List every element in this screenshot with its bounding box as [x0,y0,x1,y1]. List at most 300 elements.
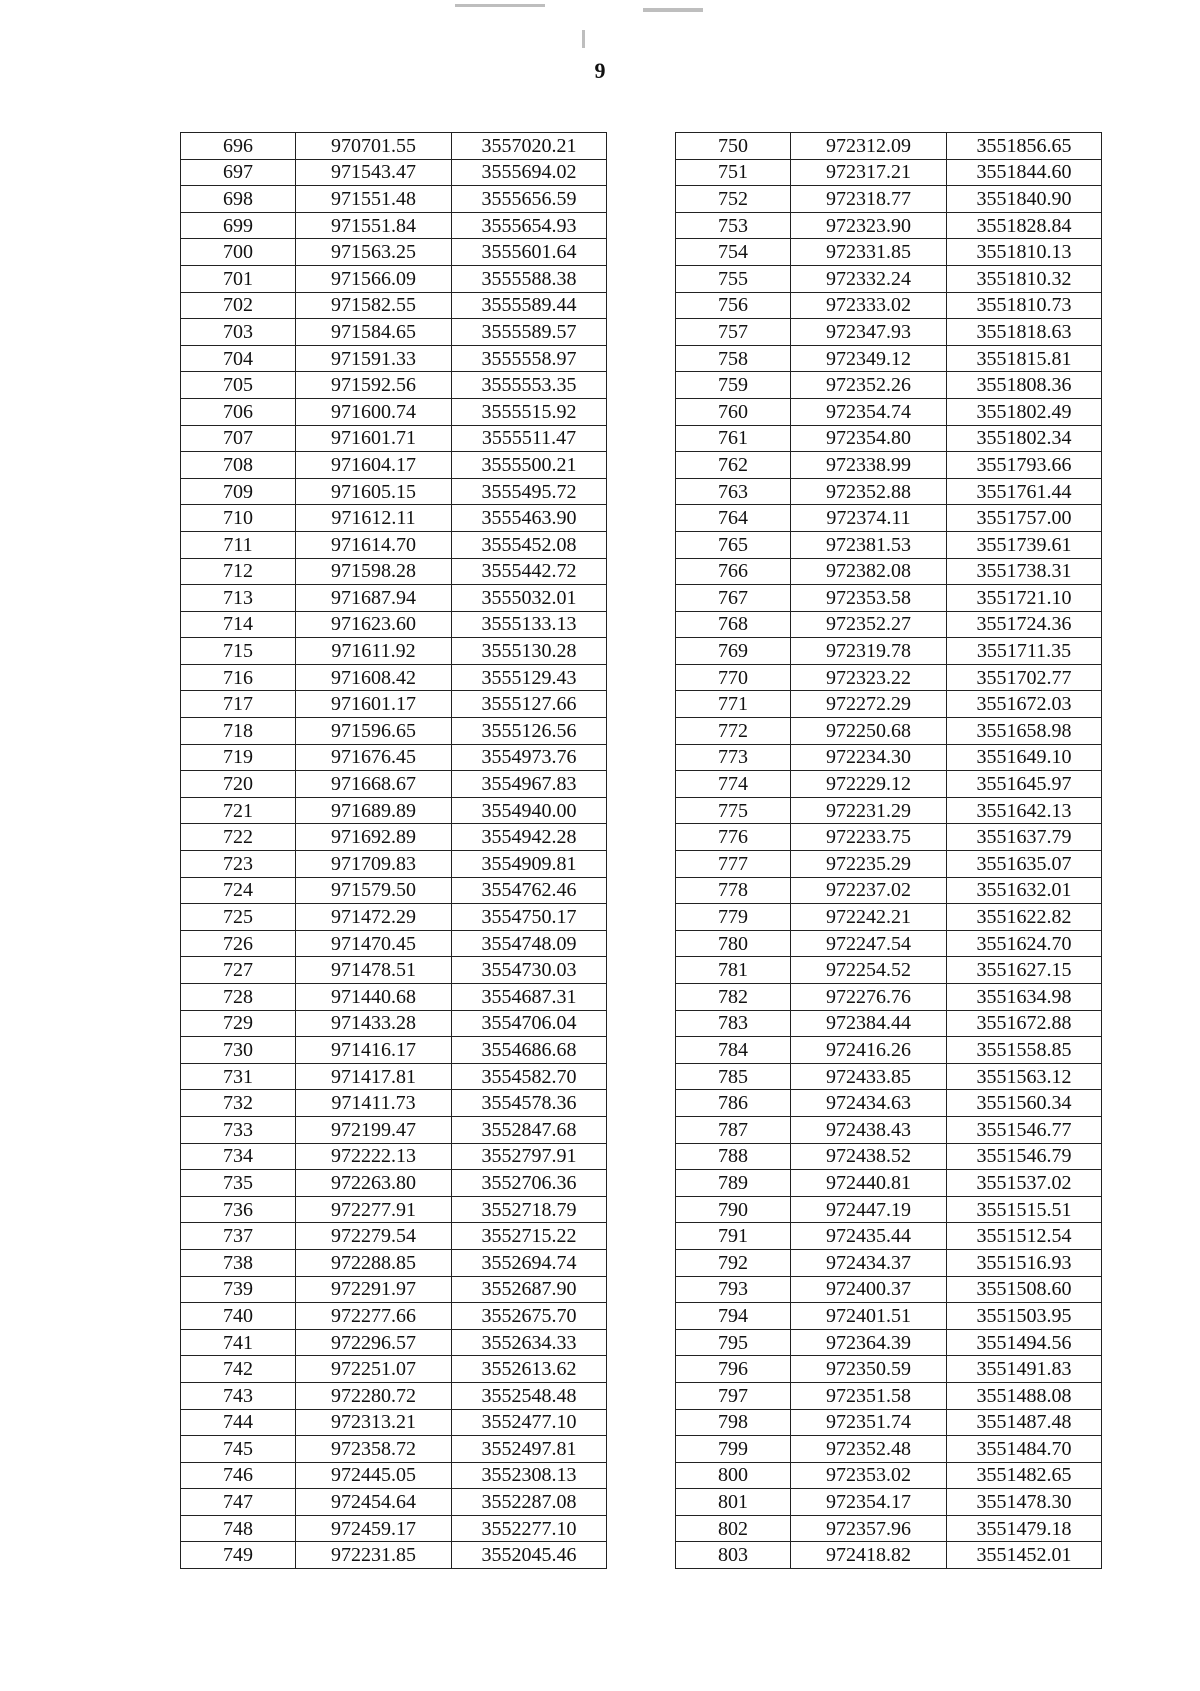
y-coordinate-cell: 3552715.22 [452,1223,607,1250]
point-number-cell: 788 [676,1143,791,1170]
table-row [181,691,607,718]
x-coordinate-cell: 972354.74 [791,398,947,425]
x-coordinate-cell: 972351.74 [791,1409,947,1436]
table-row [676,159,1102,186]
y-coordinate-cell: 3551840.90 [947,186,1102,213]
x-coordinate-cell: 972222.13 [296,1143,452,1170]
y-coordinate-cell: 3551856.65 [947,133,1102,160]
table-row [676,133,1102,160]
point-number-cell: 743 [181,1382,296,1409]
y-coordinate-cell: 3551546.79 [947,1143,1102,1170]
point-number-cell: 797 [676,1382,791,1409]
point-number-cell: 790 [676,1196,791,1223]
y-coordinate-cell: 3555463.90 [452,505,607,532]
x-coordinate-cell: 971416.17 [296,1037,452,1064]
scan-artifact [643,8,703,12]
table-row [181,212,607,239]
table-row [676,1090,1102,1117]
x-coordinate-cell: 972288.85 [296,1249,452,1276]
y-coordinate-cell: 3555442.72 [452,558,607,585]
point-number-cell: 696 [181,133,296,160]
y-coordinate-cell: 3555500.21 [452,452,607,479]
table-row [676,1462,1102,1489]
point-number-cell: 731 [181,1063,296,1090]
table-row [676,425,1102,452]
y-coordinate-cell: 3551658.98 [947,718,1102,745]
x-coordinate-cell: 972237.02 [791,877,947,904]
x-coordinate-cell: 971601.17 [296,691,452,718]
table-row [181,133,607,160]
y-coordinate-cell: 3551487.48 [947,1409,1102,1436]
table-row [676,877,1102,904]
point-number-cell: 710 [181,505,296,532]
x-coordinate-cell: 972434.37 [791,1249,947,1276]
table-row [676,1329,1102,1356]
table-row [676,824,1102,851]
table-row [181,718,607,745]
point-number-cell: 768 [676,611,791,638]
point-number-cell: 799 [676,1436,791,1463]
x-coordinate-cell: 971668.67 [296,771,452,798]
x-coordinate-cell: 972231.85 [296,1542,452,1569]
point-number-cell: 791 [676,1223,791,1250]
point-number-cell: 697 [181,159,296,186]
point-number-cell: 753 [676,212,791,239]
point-number-cell: 789 [676,1170,791,1197]
y-coordinate-cell: 3555589.44 [452,292,607,319]
x-coordinate-cell: 971692.89 [296,824,452,851]
y-coordinate-cell: 3551802.49 [947,398,1102,425]
point-number-cell: 748 [181,1515,296,1542]
point-number-cell: 754 [676,239,791,266]
point-number-cell: 700 [181,239,296,266]
point-number-cell: 723 [181,851,296,878]
y-coordinate-cell: 3554687.31 [452,984,607,1011]
x-coordinate-cell: 971601.71 [296,425,452,452]
y-coordinate-cell: 3551721.10 [947,585,1102,612]
y-coordinate-cell: 3551622.82 [947,904,1102,931]
y-coordinate-cell: 3552277.10 [452,1515,607,1542]
point-number-cell: 715 [181,638,296,665]
y-coordinate-cell: 3555511.47 [452,425,607,452]
x-coordinate-cell: 972231.29 [791,797,947,824]
point-number-cell: 794 [676,1303,791,1330]
y-coordinate-cell: 3551645.97 [947,771,1102,798]
point-number-cell: 773 [676,744,791,771]
x-coordinate-cell: 972331.85 [791,239,947,266]
x-coordinate-cell: 972374.11 [791,505,947,532]
table-row [676,398,1102,425]
point-number-cell: 701 [181,265,296,292]
table-row [676,1356,1102,1383]
y-coordinate-cell: 3551649.10 [947,744,1102,771]
point-number-cell: 758 [676,345,791,372]
point-number-cell: 705 [181,372,296,399]
x-coordinate-cell: 972276.76 [791,984,947,1011]
point-number-cell: 778 [676,877,791,904]
point-number-cell: 716 [181,664,296,691]
point-number-cell: 787 [676,1116,791,1143]
point-number-cell: 792 [676,1249,791,1276]
table-row [181,186,607,213]
table-row [181,1462,607,1489]
point-number-cell: 709 [181,478,296,505]
table-row [676,1515,1102,1542]
y-coordinate-cell: 3555589.57 [452,319,607,346]
y-coordinate-cell: 3551491.83 [947,1356,1102,1383]
y-coordinate-cell: 3551515.51 [947,1196,1102,1223]
x-coordinate-cell: 971584.65 [296,319,452,346]
x-coordinate-cell: 972229.12 [791,771,947,798]
point-number-cell: 704 [181,345,296,372]
table-row [181,851,607,878]
y-coordinate-cell: 3551802.34 [947,425,1102,452]
x-coordinate-cell: 972280.72 [296,1382,452,1409]
x-coordinate-cell: 972233.75 [791,824,947,851]
x-coordinate-cell: 972418.82 [791,1542,947,1569]
y-coordinate-cell: 3554686.68 [452,1037,607,1064]
y-coordinate-cell: 3552308.13 [452,1462,607,1489]
x-coordinate-cell: 971709.83 [296,851,452,878]
y-coordinate-cell: 3551757.00 [947,505,1102,532]
table-row [181,1436,607,1463]
point-number-cell: 740 [181,1303,296,1330]
point-number-cell: 702 [181,292,296,319]
y-coordinate-cell: 3551479.18 [947,1515,1102,1542]
table-row [181,558,607,585]
point-number-cell: 729 [181,1010,296,1037]
x-coordinate-cell: 971591.33 [296,345,452,372]
point-number-cell: 738 [181,1249,296,1276]
x-coordinate-cell: 972318.77 [791,186,947,213]
y-coordinate-cell: 3551738.31 [947,558,1102,585]
y-coordinate-cell: 3551761.44 [947,478,1102,505]
table-row [676,478,1102,505]
point-number-cell: 714 [181,611,296,638]
x-coordinate-cell: 971440.68 [296,984,452,1011]
table-row [676,744,1102,771]
y-coordinate-cell: 3554909.81 [452,851,607,878]
x-coordinate-cell: 972349.12 [791,345,947,372]
y-coordinate-cell: 3552718.79 [452,1196,607,1223]
x-coordinate-cell: 971563.25 [296,239,452,266]
y-coordinate-cell: 3551503.95 [947,1303,1102,1330]
table-row [676,1037,1102,1064]
table-row [181,1542,607,1569]
table-row [181,1329,607,1356]
point-number-cell: 779 [676,904,791,931]
point-number-cell: 739 [181,1276,296,1303]
x-coordinate-cell: 972435.44 [791,1223,947,1250]
table-row [676,984,1102,1011]
table-row [181,372,607,399]
point-number-cell: 756 [676,292,791,319]
y-coordinate-cell: 3551637.79 [947,824,1102,851]
table-row [676,1489,1102,1516]
table-row [181,425,607,452]
x-coordinate-cell: 972364.39 [791,1329,947,1356]
x-coordinate-cell: 972401.51 [791,1303,947,1330]
table-row [181,319,607,346]
x-coordinate-cell: 971470.45 [296,930,452,957]
table-row [676,1063,1102,1090]
y-coordinate-cell: 3551702.77 [947,664,1102,691]
point-number-cell: 711 [181,531,296,558]
y-coordinate-cell: 3551642.13 [947,797,1102,824]
table-row [676,585,1102,612]
table-row [181,664,607,691]
table-row [676,797,1102,824]
x-coordinate-cell: 971579.50 [296,877,452,904]
table-row [181,904,607,931]
x-coordinate-cell: 972338.99 [791,452,947,479]
table-row [181,1223,607,1250]
y-coordinate-cell: 3551452.01 [947,1542,1102,1569]
x-coordinate-cell: 972353.02 [791,1462,947,1489]
x-coordinate-cell: 971472.29 [296,904,452,931]
y-coordinate-cell: 3551810.13 [947,239,1102,266]
table-row [181,1010,607,1037]
point-number-cell: 755 [676,265,791,292]
table-row [676,1249,1102,1276]
x-coordinate-cell: 972317.21 [791,159,947,186]
table-row [676,1116,1102,1143]
table-row [181,1116,607,1143]
y-coordinate-cell: 3555129.43 [452,664,607,691]
point-number-cell: 750 [676,133,791,160]
y-coordinate-cell: 3551484.70 [947,1436,1102,1463]
y-coordinate-cell: 3551634.98 [947,984,1102,1011]
table-row [676,664,1102,691]
table-row [181,345,607,372]
y-coordinate-cell: 3555588.38 [452,265,607,292]
table-row [676,1223,1102,1250]
x-coordinate-cell: 972254.52 [791,957,947,984]
x-coordinate-cell: 971614.70 [296,531,452,558]
y-coordinate-cell: 3551808.36 [947,372,1102,399]
y-coordinate-cell: 3551508.60 [947,1276,1102,1303]
point-number-cell: 724 [181,877,296,904]
point-number-cell: 771 [676,691,791,718]
point-number-cell: 764 [676,505,791,532]
table-row [181,744,607,771]
table-row [676,1143,1102,1170]
table-row [676,186,1102,213]
x-coordinate-cell: 972352.88 [791,478,947,505]
point-number-cell: 785 [676,1063,791,1090]
y-coordinate-cell: 3552477.10 [452,1409,607,1436]
table-row [181,1196,607,1223]
x-coordinate-cell: 972358.72 [296,1436,452,1463]
point-number-cell: 786 [676,1090,791,1117]
x-coordinate-cell: 972250.68 [791,718,947,745]
y-coordinate-cell: 3551818.63 [947,319,1102,346]
x-coordinate-cell: 971596.65 [296,718,452,745]
table-row [181,638,607,665]
x-coordinate-cell: 971611.92 [296,638,452,665]
point-number-cell: 732 [181,1090,296,1117]
y-coordinate-cell: 3551537.02 [947,1170,1102,1197]
y-coordinate-cell: 3551739.61 [947,531,1102,558]
x-coordinate-cell: 972263.80 [296,1170,452,1197]
point-number-cell: 802 [676,1515,791,1542]
x-coordinate-cell: 970701.55 [296,133,452,160]
point-number-cell: 722 [181,824,296,851]
point-number-cell: 741 [181,1329,296,1356]
x-coordinate-cell: 971612.11 [296,505,452,532]
y-coordinate-cell: 3555032.01 [452,585,607,612]
point-number-cell: 718 [181,718,296,745]
y-coordinate-cell: 3557020.21 [452,133,607,160]
table-row [181,398,607,425]
y-coordinate-cell: 3554730.03 [452,957,607,984]
table-row [181,1409,607,1436]
table-row [181,1356,607,1383]
point-number-cell: 776 [676,824,791,851]
point-number-cell: 765 [676,531,791,558]
table-row [676,1196,1102,1223]
table-row [181,505,607,532]
x-coordinate-cell: 972291.97 [296,1276,452,1303]
y-coordinate-cell: 3555694.02 [452,159,607,186]
table-row [676,212,1102,239]
x-coordinate-cell: 972454.64 [296,1489,452,1516]
table-row [181,159,607,186]
x-coordinate-cell: 972381.53 [791,531,947,558]
y-coordinate-cell: 3554967.83 [452,771,607,798]
y-coordinate-cell: 3551711.35 [947,638,1102,665]
point-number-cell: 780 [676,930,791,957]
point-number-cell: 752 [676,186,791,213]
table-row [181,957,607,984]
point-number-cell: 745 [181,1436,296,1463]
table-row [181,1489,607,1516]
point-number-cell: 699 [181,212,296,239]
x-coordinate-cell: 972351.58 [791,1382,947,1409]
table-row [181,930,607,957]
table-row [676,691,1102,718]
y-coordinate-cell: 3551815.81 [947,345,1102,372]
point-number-cell: 770 [676,664,791,691]
point-number-cell: 747 [181,1489,296,1516]
y-coordinate-cell: 3551512.54 [947,1223,1102,1250]
x-coordinate-cell: 972400.37 [791,1276,947,1303]
x-coordinate-cell: 972323.90 [791,212,947,239]
table-row [181,1276,607,1303]
y-coordinate-cell: 3555452.08 [452,531,607,558]
y-coordinate-cell: 3552497.81 [452,1436,607,1463]
y-coordinate-cell: 3551494.56 [947,1329,1102,1356]
point-number-cell: 742 [181,1356,296,1383]
table-row [676,718,1102,745]
y-coordinate-cell: 3551563.12 [947,1063,1102,1090]
x-coordinate-cell: 971600.74 [296,398,452,425]
y-coordinate-cell: 3554706.04 [452,1010,607,1037]
x-coordinate-cell: 972333.02 [791,292,947,319]
x-coordinate-cell: 971689.89 [296,797,452,824]
point-number-cell: 726 [181,930,296,957]
point-number-cell: 766 [676,558,791,585]
x-coordinate-cell: 971543.47 [296,159,452,186]
y-coordinate-cell: 3552613.62 [452,1356,607,1383]
point-number-cell: 769 [676,638,791,665]
x-coordinate-cell: 971433.28 [296,1010,452,1037]
point-number-cell: 736 [181,1196,296,1223]
table-row [181,265,607,292]
table-row [676,904,1102,931]
y-coordinate-cell: 3552797.91 [452,1143,607,1170]
x-coordinate-cell: 972354.80 [791,425,947,452]
x-coordinate-cell: 972199.47 [296,1116,452,1143]
table-row [181,1063,607,1090]
table-row [676,957,1102,984]
point-number-cell: 761 [676,425,791,452]
table-row [676,930,1102,957]
y-coordinate-cell: 3552694.74 [452,1249,607,1276]
y-coordinate-cell: 3554762.46 [452,877,607,904]
x-coordinate-cell: 972440.81 [791,1170,947,1197]
y-coordinate-cell: 3554973.76 [452,744,607,771]
point-number-cell: 774 [676,771,791,798]
table-row [181,1249,607,1276]
point-number-cell: 720 [181,771,296,798]
point-number-cell: 751 [676,159,791,186]
point-number-cell: 725 [181,904,296,931]
point-number-cell: 698 [181,186,296,213]
point-number-cell: 782 [676,984,791,1011]
x-coordinate-cell: 971598.28 [296,558,452,585]
y-coordinate-cell: 3551632.01 [947,877,1102,904]
y-coordinate-cell: 3551828.84 [947,212,1102,239]
x-coordinate-cell: 971687.94 [296,585,452,612]
y-coordinate-cell: 3551560.34 [947,1090,1102,1117]
x-coordinate-cell: 972251.07 [296,1356,452,1383]
point-number-cell: 733 [181,1116,296,1143]
point-number-cell: 795 [676,1329,791,1356]
table-row [181,1515,607,1542]
x-coordinate-cell: 972350.59 [791,1356,947,1383]
point-number-cell: 757 [676,319,791,346]
x-coordinate-cell: 972447.19 [791,1196,947,1223]
x-coordinate-cell: 971605.15 [296,478,452,505]
point-number-cell: 749 [181,1542,296,1569]
table-row [181,797,607,824]
x-coordinate-cell: 972384.44 [791,1010,947,1037]
y-coordinate-cell: 3555130.28 [452,638,607,665]
point-number-cell: 707 [181,425,296,452]
point-number-cell: 712 [181,558,296,585]
point-number-cell: 784 [676,1037,791,1064]
y-coordinate-cell: 3555558.97 [452,345,607,372]
y-coordinate-cell: 3551546.77 [947,1116,1102,1143]
y-coordinate-cell: 3554578.36 [452,1090,607,1117]
y-coordinate-cell: 3555553.35 [452,372,607,399]
point-number-cell: 793 [676,1276,791,1303]
point-number-cell: 737 [181,1223,296,1250]
y-coordinate-cell: 3551810.32 [947,265,1102,292]
x-coordinate-cell: 972235.29 [791,851,947,878]
table-row [676,319,1102,346]
x-coordinate-cell: 971417.81 [296,1063,452,1090]
x-coordinate-cell: 971551.84 [296,212,452,239]
table-row [676,611,1102,638]
x-coordinate-cell: 972434.63 [791,1090,947,1117]
y-coordinate-cell: 3551635.07 [947,851,1102,878]
y-coordinate-cell: 3551558.85 [947,1037,1102,1064]
x-coordinate-cell: 971608.42 [296,664,452,691]
y-coordinate-cell: 3554750.17 [452,904,607,931]
table-row [181,984,607,1011]
